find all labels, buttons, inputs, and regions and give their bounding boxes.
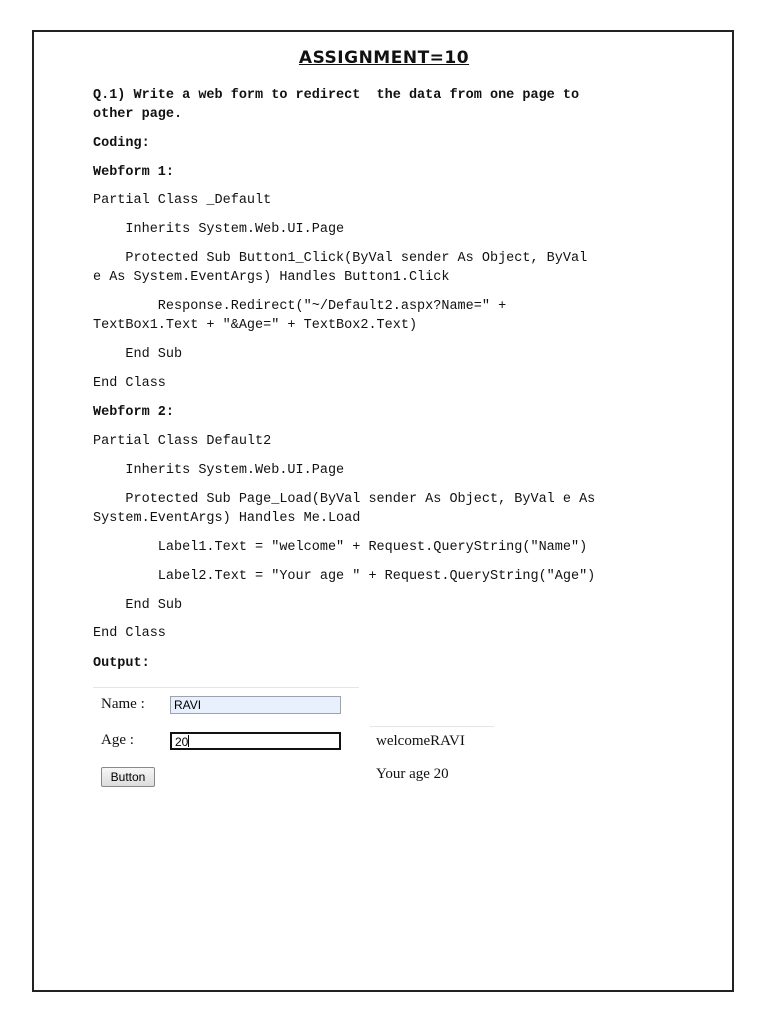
code-line: e As System.EventArgs) Handles Button1.Click (93, 270, 450, 285)
assignment-title: ASSIGNMENT=10 (298, 48, 470, 68)
code-line: End Sub (93, 598, 183, 613)
code-line: End Class (93, 376, 166, 391)
name-value: RAVI (174, 698, 202, 712)
code-line: Label1.Text = "welcome" + Request.QueryString("Name") (93, 540, 588, 555)
age-value: 20 (175, 735, 189, 749)
code-line: End Class (93, 626, 166, 641)
code-line: Protected Sub Page_Load(ByVal sender As Object, ByVal e As (93, 492, 596, 507)
output-divider-right (370, 726, 494, 727)
code-line: Partial Class Default2 (93, 434, 272, 449)
code-line: System.EventArgs) Handles Me.Load (93, 511, 361, 526)
code-line: TextBox1.Text + "&Age=" + TextBox2.Text) (93, 318, 418, 333)
welcome-label: welcomeRAVI (376, 733, 465, 749)
text-caret (188, 735, 189, 747)
webform1-heading: Webform 1: (93, 165, 175, 180)
submit-button[interactable]: Button (101, 767, 155, 787)
code-line: End Sub (93, 347, 183, 362)
code-line: Partial Class _Default (93, 193, 272, 208)
code-line: Inherits System.Web.UI.Page (93, 463, 345, 478)
code-line: Response.Redirect("~/Default2.aspx?Name=" + (93, 299, 507, 314)
webform2-heading: Webform 2: (93, 405, 175, 420)
output-label: Output: (93, 656, 150, 671)
coding-label: Coding: (93, 136, 150, 151)
output-divider-left (93, 687, 359, 688)
age-textbox[interactable] (170, 732, 341, 750)
code-line: Label2.Text = "Your age " + Request.QueryString("Age") (93, 569, 596, 584)
code-line: Protected Sub Button1_Click(ByVal sender As Object, ByVal (93, 251, 588, 266)
question-line-2: other page. (93, 107, 183, 122)
age-label: Age : (101, 732, 134, 748)
name-textbox[interactable] (170, 696, 341, 714)
code-line: Inherits System.Web.UI.Page (93, 222, 345, 237)
age-output-label: Your age 20 (376, 766, 449, 782)
question-line-1: Q.1) Write a web form to redirect the data from one page to (93, 88, 580, 103)
name-label: Name : (101, 696, 145, 712)
